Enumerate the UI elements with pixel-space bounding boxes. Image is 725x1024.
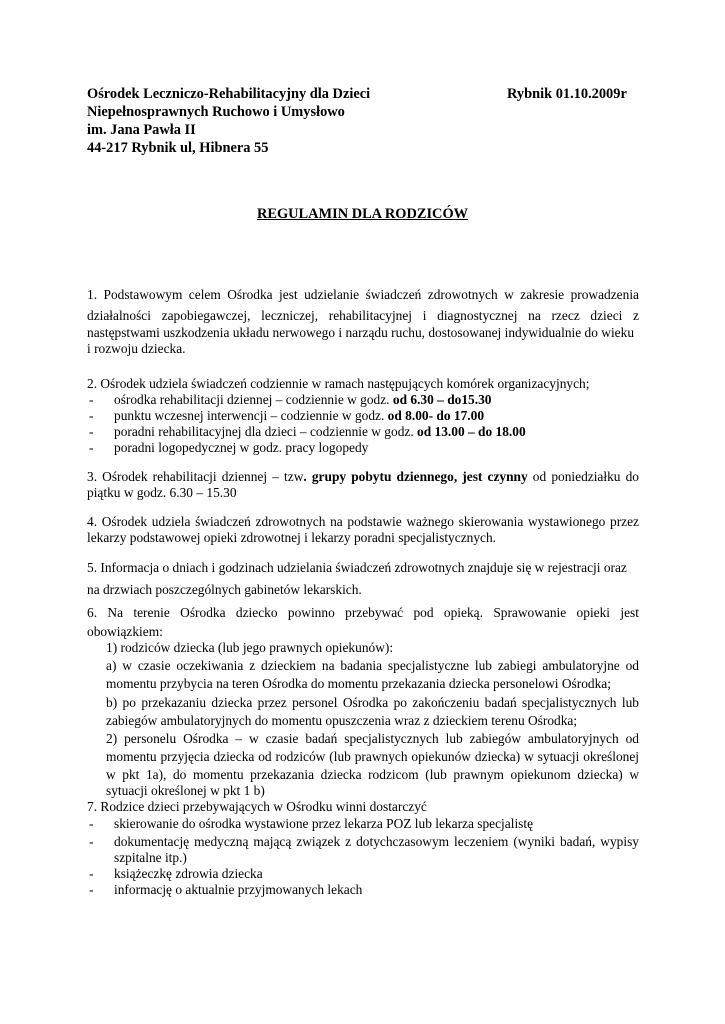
p7-item-1: skierowanie do ośrodka wystawione przez lekarza POZ lub lekarza specjalistę xyxy=(114,816,534,831)
bullet-dash: - xyxy=(89,408,94,423)
p7-intro: 7. Rodzice dzieci przebywających w Ośrodku winni dostarczyć xyxy=(87,799,427,814)
p2-item-3-text: poradni rehabilitacyjnej dla dzieci – codziennie w godz. xyxy=(114,424,418,439)
p4-line2: lekarzy podstawowej opieki zdrowotnej i lekarzy poradni specjalistycznych. xyxy=(87,530,497,545)
p2-item-4: poradni logopedycznej w godz. pracy logopedy xyxy=(114,440,369,455)
p1-line4: i rozwoju dziecka. xyxy=(87,341,186,356)
p6-sub-b-line1: b) po przekazaniu dziecka przez personel Ośrodka po zakończeniu badań specjalistycznych lub xyxy=(106,695,639,710)
org-address: 44-217 Rybnik ul, Hibnera 55 xyxy=(87,140,269,156)
bullet-dash: - xyxy=(89,392,94,407)
p5-line2: na drzwiach poszczególnych gabinetów lekarskich. xyxy=(87,582,362,597)
p6-sub-a-line2: momentu przybycia na teren Ośrodka do momentu przekazania dziecka personelowi Ośrodka; xyxy=(106,676,611,691)
page-title: REGULAMIN DLA RODZICÓW xyxy=(256,206,469,222)
p2-item-2 xyxy=(114,408,484,424)
p1-line2: działalności zapobiegawczej, leczniczej, rehabilitacyjnej i diagnostycznej na rzecz dzieci z xyxy=(87,308,639,323)
p2-item-1 xyxy=(114,392,491,408)
p2-intro: 2. Ośrodek udziela świadczeń codziennie w ramach następujących komórek organizacyjnych; xyxy=(87,376,590,391)
p6-sub1: 1) rodziców dziecka (lub jego prawnych opiekunów): xyxy=(106,640,394,655)
p1-line3: następstwami uszkodzenia układu nerwowego i narządu ruchu, dostosowanej indywidualnie do wieku xyxy=(87,325,635,340)
bullet-dash: - xyxy=(89,816,94,831)
p5-line1: 5. Informacja o dniach i godzinach udzielania świadczeń zdrowotnych znajduje się w rejestracji oraz xyxy=(87,560,627,575)
p7-item-2-line1: dokumentację medyczną mającą związek z dotychczasowym leczeniem (wyniki badań, wypisy xyxy=(114,834,639,849)
p6-line1: 6. Na terenie Ośrodka dziecko powinno przebywać pod opieką. Sprawowanie opieki jest xyxy=(87,605,639,620)
p3-text-bold: . grupy pobytu dziennego, jest czynny xyxy=(303,469,528,484)
org-name-line1: Ośrodek Leczniczo-Rehabilitacyjny dla Dzieci xyxy=(87,86,371,102)
p6-sub2-line3: w pkt 1a), do momentu przekazania dziecka rodzicom (lub prawnym opiekunom dziecka) w xyxy=(106,767,639,782)
bullet-dash: - xyxy=(89,882,94,897)
p2-item-1-hours: od 6.30 – do15.30 xyxy=(392,392,492,407)
p2-item-1-text: ośrodka rehabilitacji dziennej – codziennie w godz. xyxy=(114,392,393,407)
bullet-dash: - xyxy=(89,834,94,849)
p7-item-4: informację o aktualnie przyjmowanych lekach xyxy=(114,882,363,897)
p7-item-3: książeczkę zdrowia dziecka xyxy=(114,866,263,881)
p3-line1 xyxy=(87,469,639,485)
p6-sub-b-line2: zabiegów ambulatoryjnych do momentu opuszczenia wraz z dzieckiem terenu Ośrodka; xyxy=(106,713,578,728)
p3-line2: piątku w godz. 6.30 – 15.30 xyxy=(87,485,237,500)
document-date: Rybnik 01.10.2009r xyxy=(507,86,627,102)
p2-item-3-hours: od 13.00 – do 18.00 xyxy=(417,424,526,439)
p6-sub2-line1: 2) personelu Ośrodka – w czasie badań specjalistycznych lub zabiegów ambulatoryjnych od xyxy=(106,731,639,746)
p7-item-2-line2: szpitalne itp.) xyxy=(114,850,187,865)
p6-sub2-line2: momentu przyjęcia dziecka od rodziców (lub prawnych opiekunów dziecka) w sytuacji określonej xyxy=(106,749,639,764)
bullet-dash: - xyxy=(89,440,94,455)
p3-text-c: od poniedziałku do xyxy=(527,469,639,484)
p2-item-3 xyxy=(114,424,526,440)
p2-item-2-hours: od 8.00- do 17.00 xyxy=(387,408,485,423)
bullet-dash: - xyxy=(89,424,94,439)
p6-sub2-line4: sytuacji określonej w pkt 1 b) xyxy=(106,783,265,798)
p3-text-a: 3. Ośrodek rehabilitacji dziennej – tzw xyxy=(87,469,304,484)
p6-sub-a-line1: a) w czasie oczekiwania z dzieckiem na badania specjalistyczne lub zabiegi ambulatoryjne od xyxy=(106,658,639,673)
bullet-dash: - xyxy=(89,866,94,881)
p1-line1: 1. Podstawowym celem Ośrodka jest udzielanie świadczeń zdrowotnych w zakresie prowadzenia xyxy=(87,287,639,302)
org-name-line3: im. Jana Pawła II xyxy=(87,122,196,138)
p4-line1: 4. Ośrodek udziela świadczeń zdrowotnych na podstawie ważnego skierowania wystawionego przez xyxy=(87,514,639,529)
p6-line2: obowiązkiem: xyxy=(87,624,163,639)
p2-item-2-text: punktu wczesnej interwencji – codziennie w godz. xyxy=(114,408,388,423)
org-name-line2: Niepełnosprawnych Ruchowo i Umysłowo xyxy=(87,104,345,120)
